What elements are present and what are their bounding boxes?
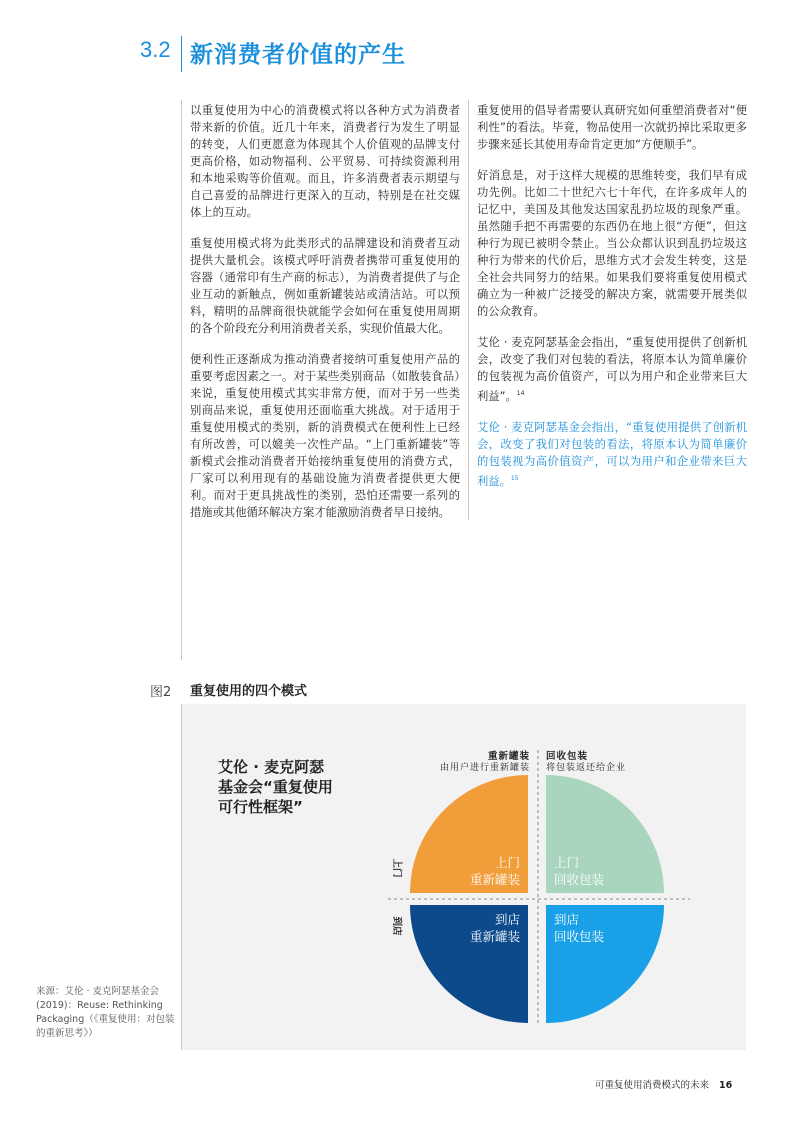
section-title: 新消费者价值的产生 [190,42,406,68]
quadrant-label: 上门 [494,855,520,870]
quadrant-label: 回收包装 [554,929,605,944]
section-divider [181,36,182,72]
page-footer [595,1077,732,1091]
framework-title-line: 可行性框架” [218,798,303,816]
footer-title: 可重复使用消费模式的未来 [595,1080,710,1091]
header-return-title: 回收包装 [546,751,589,762]
left-rule [181,100,182,660]
quote-text-highlight: 艾伦 · 麦克阿瑟基金会指出，“重复使用提供了创新机会，改变了我们对包装的看法，将原本认为简单廉价的包装视为高价值资产，可以为用户和企业带来巨大利益。 [477,420,747,488]
quadrant-label: 重新罐装 [469,872,520,887]
quote-paragraph [477,334,747,405]
section-number: 3.2 [140,37,171,62]
footnote-ref[interactable]: 14 [516,390,525,397]
figure-label: 图2 [150,685,172,700]
quote-paragraph-highlight [477,419,747,490]
header-refill-title: 重新罐装 [487,751,530,762]
reuse-framework-diagram [182,704,746,1050]
page-number: 16 [719,1080,733,1091]
header-refill-subtitle: 由用户进行重新罐装 [439,763,530,773]
source-note: 来源：艾伦 · 麦克阿瑟基金会(2019)：Reuse: Rethinking Packaging（《重复使用：对包装的重新思考》） [36,986,175,1039]
text-column-1 [190,102,460,535]
quadrant-label: 到店 [494,912,520,927]
quote-text: 艾伦 · 麦克阿瑟基金会指出，“重复使用提供了创新机会，改变了我们对包装的看法，将原本认为简单廉价的包装视为高价值资产，可以为用户和企业带来巨大利益”。 [477,336,747,403]
paragraph: 重复使用的倡导者需要认真研究如何重塑消费者对“便利性”的看法。毕竟，物品使用一次就扔掉比采取更多步骤来延长其使用寿命肯定更加“方便顺手”。 [477,104,747,151]
paragraph: 便利性正逐渐成为推动消费者接纳可重复使用产品的重要考虑因素之一。对于某些类别商品（如散装食品）来说，重复使用模式其实非常方便，而对于另一些类别商品来说，重复使用还面临重大挑战。对于适用于重复使用模式的类别，新的消费模式在便利性上已经有所改善，可以媲美一次性产品。“上门重新罐装”等新模式会推动消费者开始接纳重复使用的消费方式，厂家可以利用现有的基础设施为消费者提供更大便利。而对于更具挑战性的类别，恐怕还需要一系列的措施或其他循环解决方案才能激励消费者早日接纳。 [190,353,460,519]
column-rule [468,100,469,520]
quadrant-label: 回收包装 [554,872,605,887]
footnote-ref[interactable]: 15 [510,474,519,482]
quadrant-label: 到店 [554,912,580,927]
side-label-store: 到店 [391,916,402,936]
paragraph: 重复使用模式将为此类形式的品牌建设和消费者互动提供大量机会。该模式呼吁消费者携带可重复使用的容器（通常印有生产商的标志），为消费者提供了与企业互动的新触点，例如重新罐装站或清洁站。可以预料，精明的品牌商很快就能学会如何在重复使用周期的各个阶段充分利用消费者关系，实现价值最大化。 [190,237,460,335]
side-label-home: 上门 [391,858,402,878]
paragraph: 以重复使用为中心的消费模式将以各种方式为消费者带来新的价值。近几十年来，消费者行为发生了明显的转变，人们更愿意为体现其个人价值观的品牌支付更高价格，如动物福利、公平贸易、可持续资源利用和本地采购等价值观。而且，许多消费者表示期望与自己喜爱的品牌进行更深入的互动，特别是在社交媒体上的互动。 [190,104,460,219]
quadrant-label: 重新罐装 [469,929,520,944]
framework-title-line: 基金会“重复使用 [218,778,333,796]
quadrant-label: 上门 [554,855,580,870]
header-return-subtitle: 将包装返还给企业 [546,763,627,773]
paragraph: 好消息是，对于这样大规模的思维转变，我们早有成功先例。比如二十世纪六七十年代，在许多成年人的记忆中，美国及其他发达国家乱扔垃圾的现象严重。虽然随手把不再需要的东西仍在地上很“方便”，但这种行为现已被明令禁止。当公众都认识到乱扔垃圾这种行为带来的代价后，思维方式才会发生转变，这是全社会共同努力的结果。如果我们要将重复使用模式确立为一种被广泛接受的解决方案，就需要开展类似的公众教育。 [477,169,747,318]
framework-title-line: 艾伦 · 麦克阿瑟 [218,758,325,776]
figure-title: 重复使用的四个模式 [190,684,308,699]
text-column-2 [477,102,747,504]
